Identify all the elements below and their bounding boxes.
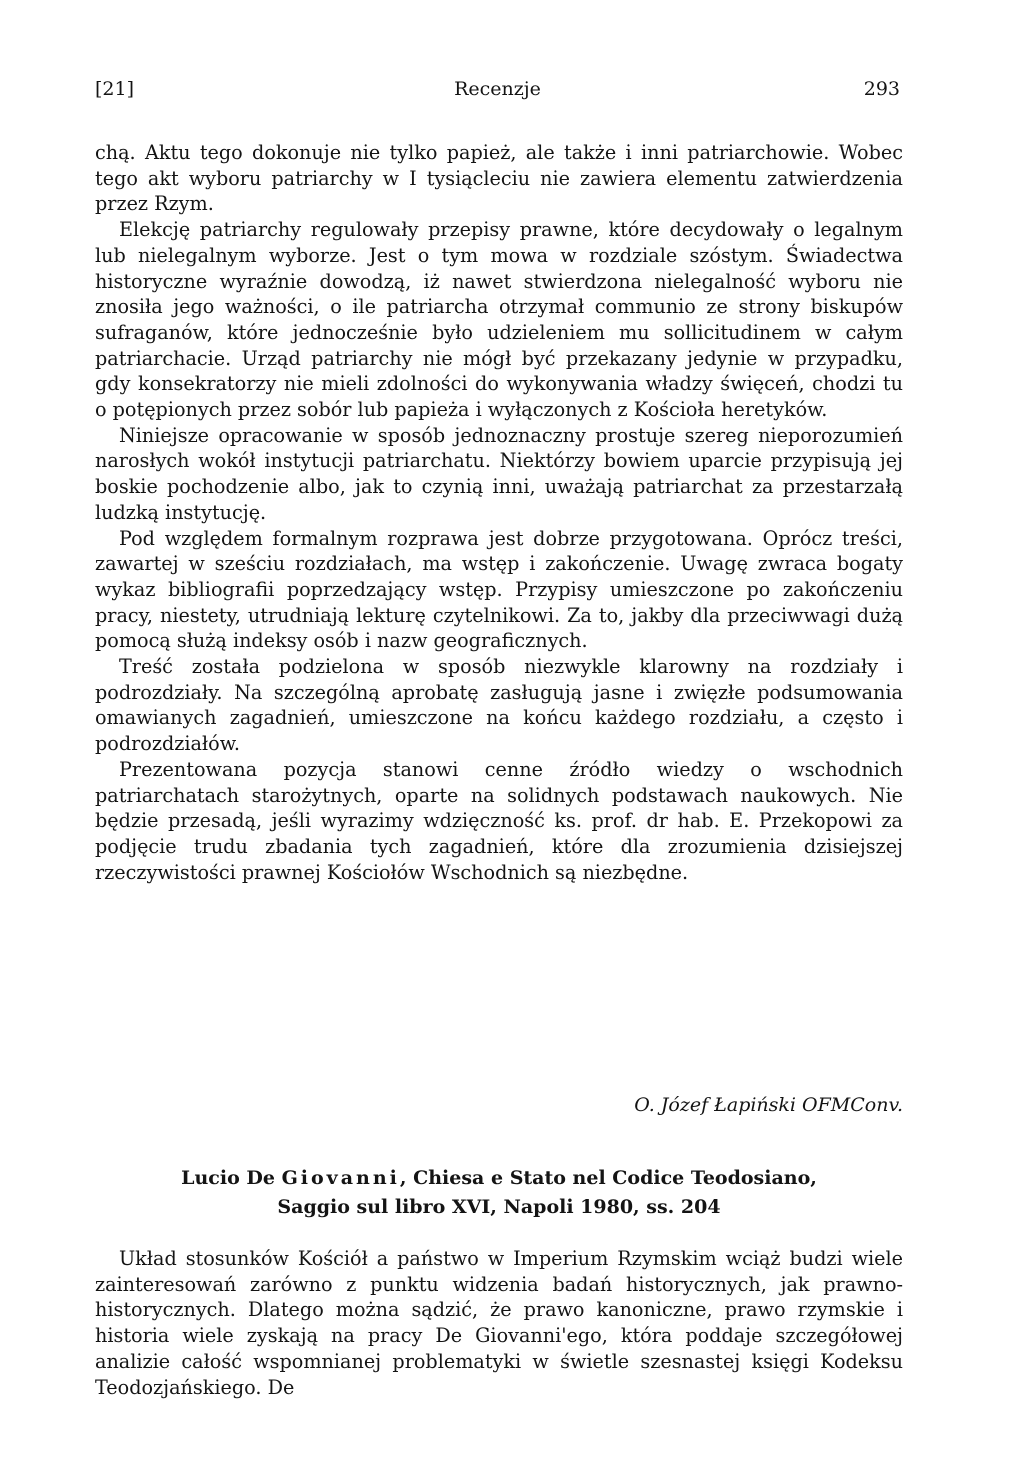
- paragraph: chą. Aktu tego dokonuje nie tylko papież, ale także i inni patriarchowie. Wobec tego akt wyboru patriarchy w I tysiącleciu nie zawiera elementu zatwierdzenia przez Rzym.: [95, 141, 903, 216]
- page-number: 293: [863, 78, 900, 100]
- article-body: [95, 140, 903, 885]
- review-heading-line-1: [95, 1164, 903, 1193]
- paragraph: Prezentowana pozycja stanowi cenne źródło wiedzy o wschodnich patriarchatach starożytnych, oparte na solidnych podstawach naukowych. Nie będzie przesadą, jeśli wyrazimy wdzięczność ks. prof. dr hab. E. Przekopowi za podjęcie trudu zbadania tych zagadnień, które dla zrozumienia dzisiejszej rzeczywistości prawnej Kościołów Wschodnich są niezbędne.: [95, 757, 903, 884]
- author-first-name: Lucio De: [181, 1167, 282, 1189]
- author-last-name: Giovanni: [281, 1167, 400, 1189]
- paragraph: Elekcję patriarchy regulowały przepisy prawne, które decydowały o legalnym lub nielegalnym wyborze. Jest o tym mowa w rozdziale szóstym. Świadectwa historyczne wyraźnie dowodzą, iż nawet stwierdzona nielegalność wyboru nie znosiła jego ważności, o ile patriarcha otrzymał communio ze strony biskupów sufraganów, które jednocześnie było udzieleniem mu sollicitudinem w całym patriarchacie. Urząd patriarchy nie mógł być przekazany jedynie w przypadku, gdy konsekratorzy nie mieli zdolności do wykonywania władzy święceń, chodzi tu o potępionych przez sobór lub papieża i wyłączonych z Kościoła heretyków.: [95, 218, 903, 422]
- paragraph: Treść została podzielona w sposób niezwykle klarowny na rozdziały i podrozdziały. Na szczególną aprobatę zasługują jasne i zwięzłe podsumowania omawianych zagadnień, umieszczone na końcu każdego rozdziału, a często i podrozdziałów.: [95, 655, 903, 756]
- review-body: [95, 1246, 903, 1400]
- book-title: , Chiesa e Stato nel Codice Teodosiano,: [399, 1167, 817, 1189]
- review-heading: [95, 1164, 903, 1222]
- header-section-title: Recenzje: [454, 78, 541, 100]
- reviewer-signature: O. Józef Łapiński OFMConv.: [634, 1094, 903, 1116]
- paragraph: Pod względem formalnym rozprawa jest dobrze przygotowana. Oprócz treści, zawartej w sześciu rozdziałach, ma wstęp i zakończenie. Uwagę zwraca bogaty wykaz bibliografii poprzedzający wstęp. Przypisy umieszczone po zakończeniu pracy, niestety, utrudniają lekturę czytelnikowi. Za to, jakby dla przeciwwagi dużą pomocą służą indeksy osób i nazw geograficznych.: [95, 526, 903, 653]
- paragraph: Niniejsze opracowanie w sposób jednoznaczny prostuje szereg nieporozumień narosłych wokół instytucji patriarchatu. Niektórzy bowiem uparcie przypisują jej boskie pochodzenie albo, jak to czynią inni, uważają patriarchat za przestarzałą ludzką instytucję.: [95, 423, 903, 524]
- paragraph: Układ stosunków Kościół a państwo w Imperium Rzymskim wciąż budzi wiele zainteresowań zarówno z punktu widzenia badań historycznych, jak prawno-historycznych. Dlatego można sądzić, że prawo kanoniczne, prawo rzymskie i historia wiele zyskają na pracy De Giovanni'ego, która poddaje szczegółowej analizie całość wspomnianej problematyki w świetle szesnastej księgi Kodeksu Teodozjańskiego. De: [95, 1247, 903, 1399]
- header-section-number: [21]: [95, 78, 135, 100]
- running-header: [95, 78, 900, 106]
- review-heading-line-2: Saggio sul libro XVI, Napoli 1980, ss. 204: [277, 1196, 721, 1218]
